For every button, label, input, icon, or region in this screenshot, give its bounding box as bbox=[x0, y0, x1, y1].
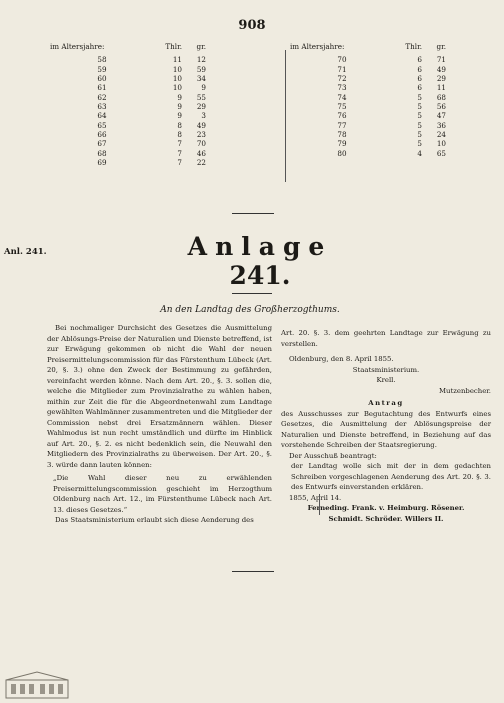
table-row bbox=[50, 102, 206, 111]
age-cell: 77 bbox=[337, 120, 347, 130]
age-cell: 61 bbox=[97, 83, 107, 93]
age-cell: 59 bbox=[97, 64, 107, 74]
divider-rule bbox=[232, 213, 274, 214]
title-number: 241. bbox=[229, 261, 291, 290]
age-cell: 73 bbox=[337, 83, 347, 93]
committee-names: Ferneding. Frank. v. Heimburg. Rösener. bbox=[307, 504, 465, 512]
header-thlr: Thlr. bbox=[165, 42, 182, 51]
table-row bbox=[50, 121, 206, 130]
age-cell: 75 bbox=[337, 102, 347, 112]
gr-cell: 36 bbox=[436, 120, 446, 130]
quotation: „Die Wahl dieser neu zu erwählenden Preisermittelungscommission geschieht im Herzogthum Oldenburg nach Art. 12., im Fürstenthume Lübeck nach Art. 13. dieses Gesetzes.“ bbox=[53, 474, 272, 514]
thlr-cell: 6 bbox=[417, 55, 422, 65]
resolution: der Landtag wolle sich mit der in dem gedachten Schreiben vorgeschlagenen Aenderung des Art. 20. §. 3. des Entwurfs einverstanden erklären. bbox=[291, 462, 491, 491]
age-cell: 64 bbox=[97, 111, 107, 121]
table-row bbox=[50, 111, 206, 120]
thlr-cell: 7 bbox=[177, 148, 182, 158]
age-cell: 69 bbox=[97, 158, 107, 168]
thlr-cell: 5 bbox=[417, 111, 422, 121]
table-row bbox=[50, 130, 206, 139]
thlr-cell: 5 bbox=[417, 120, 422, 130]
thlr-cell: 5 bbox=[417, 139, 422, 149]
thlr-cell: 10 bbox=[172, 64, 182, 74]
thlr-cell: 8 bbox=[177, 130, 182, 140]
thlr-cell: 9 bbox=[177, 111, 182, 121]
date-line: Oldenburg, den 8. April 1855. bbox=[289, 355, 394, 363]
table-row bbox=[290, 111, 446, 120]
table-header bbox=[50, 42, 206, 51]
gr-cell: 49 bbox=[196, 120, 206, 130]
gr-cell: 65 bbox=[436, 148, 446, 158]
divider-rule bbox=[232, 293, 272, 294]
gr-cell: 10 bbox=[436, 139, 446, 149]
table-row bbox=[290, 65, 446, 74]
table-header bbox=[290, 42, 446, 51]
age-cell: 65 bbox=[97, 120, 107, 130]
age-cell: 67 bbox=[97, 139, 107, 149]
gr-cell: 24 bbox=[436, 130, 446, 140]
gr-cell: 59 bbox=[196, 64, 206, 74]
table-row bbox=[50, 93, 206, 102]
table-row bbox=[290, 121, 446, 130]
gr-cell: 11 bbox=[436, 83, 446, 93]
age-cell: 62 bbox=[97, 92, 107, 102]
paragraph: Das Staatsministerium erlaubt sich diese Aenderung des bbox=[55, 516, 254, 524]
table-row bbox=[50, 139, 206, 148]
table-row bbox=[290, 139, 446, 148]
gr-cell: 49 bbox=[436, 64, 446, 74]
gr-cell: 3 bbox=[201, 111, 206, 121]
age-cell: 68 bbox=[97, 148, 107, 158]
antrag-title: Antrag bbox=[368, 399, 404, 407]
table-row bbox=[290, 149, 446, 158]
thlr-cell: 6 bbox=[417, 64, 422, 74]
thlr-cell: 9 bbox=[177, 92, 182, 102]
table-row bbox=[290, 55, 446, 64]
table-row bbox=[50, 158, 206, 167]
age-cell: 66 bbox=[97, 130, 107, 140]
age-cell: 63 bbox=[97, 102, 107, 112]
header-gr: gr. bbox=[436, 42, 446, 51]
committee-names: Schmidt. Schröder. Willers II. bbox=[328, 514, 444, 523]
gr-cell: 47 bbox=[436, 111, 446, 121]
gr-cell: 12 bbox=[196, 55, 206, 65]
table-row bbox=[290, 102, 446, 111]
gr-cell: 29 bbox=[436, 74, 446, 84]
page-number: 908 bbox=[238, 18, 266, 33]
table-row bbox=[50, 65, 206, 74]
table-row bbox=[290, 93, 446, 102]
age-cell: 78 bbox=[337, 130, 347, 140]
title-word: Anlage bbox=[187, 232, 333, 261]
page-title bbox=[150, 232, 370, 290]
thlr-cell: 7 bbox=[177, 158, 182, 168]
gr-cell: 46 bbox=[196, 148, 206, 158]
age-cell: 79 bbox=[337, 139, 347, 149]
annuity-table-right bbox=[290, 42, 446, 158]
signature: Mutzenbecher. bbox=[439, 386, 491, 395]
thlr-cell: 6 bbox=[417, 83, 422, 93]
header-age: im Altersjahre: bbox=[50, 42, 105, 51]
gr-cell: 68 bbox=[436, 92, 446, 102]
age-cell: 70 bbox=[337, 55, 347, 65]
ministry: Staatsministerium. bbox=[352, 365, 420, 374]
thlr-cell: 10 bbox=[172, 83, 182, 93]
beantragt-line: Der Ausschuß beantragt: bbox=[289, 451, 377, 460]
gr-cell: 29 bbox=[196, 102, 206, 112]
header-thlr: Thlr. bbox=[405, 42, 422, 51]
left-column bbox=[47, 323, 272, 526]
thlr-cell: 11 bbox=[172, 55, 182, 65]
table-row bbox=[50, 83, 206, 92]
gr-cell: 71 bbox=[436, 55, 446, 65]
date-line: 1855, April 14. bbox=[289, 493, 342, 502]
thlr-cell: 7 bbox=[177, 139, 182, 149]
age-cell: 72 bbox=[337, 74, 347, 84]
thlr-cell: 4 bbox=[417, 148, 422, 158]
subtitle: An den Landtag des Großherzogthums. bbox=[160, 305, 340, 315]
library-building-icon bbox=[4, 670, 70, 700]
gr-cell: 22 bbox=[196, 158, 206, 168]
table-row bbox=[50, 55, 206, 64]
age-cell: 74 bbox=[337, 92, 347, 102]
paragraph: Bei nochmaliger Durchsicht des Gesetzes die Ausmittelung der Ablösungs-Preise der Naturalien und Dienste betreffend, ist zur Erwägung gekommen ob nicht die Wahl der neuen Preisermittelungscommission für das Fürstenthum Lübeck (Art. 20, §. 3.) ohne den Zweck der Bestimmung zu gefährden, vereinfacht werden könne. Nach dem Art. 20., §. 3. sollen die, welche die Mitglieder zum Provinzialrathe zu wählen haben, mithin zur Zeit die für die Abgeordnetenwahl zum Landtage gewählten Wahlmänner zusammentreten und die Mitglieder der Commission nebst drei Ersatzmännern wählen. Dieser Wahlmodus ist nun recht umständlich und dürfte im Hinblick auf Art. 20., §. 2. es nicht bedenklich sein, die Neuwahl den Mitgliedern des Provinzialraths zu überweisen. Der Art. 20., §. 3. würde dann lauten können: bbox=[47, 324, 272, 469]
annuity-table-left bbox=[50, 42, 206, 167]
table-row bbox=[290, 83, 446, 92]
age-cell: 76 bbox=[337, 111, 347, 121]
thlr-cell: 5 bbox=[417, 102, 422, 112]
gr-cell: 34 bbox=[196, 74, 206, 84]
header-gr: gr. bbox=[196, 42, 206, 51]
age-cell: 58 bbox=[97, 55, 107, 65]
thlr-cell: 8 bbox=[177, 120, 182, 130]
antrag-text: des Ausschusses zur Begutachtung des Entwurfs eines Gesetzes, die Ausmittelung der Ablösungspreise der Naturalien und Dienste betreffend, in Beziehung auf das vorstehende Schreiben der Staatsregierung. bbox=[281, 409, 491, 449]
paragraph: Art. 20. §. 3. dem geehrten Landtage zur Erwägung zu verstellen. bbox=[281, 329, 491, 348]
thlr-cell: 10 bbox=[172, 74, 182, 84]
gr-cell: 56 bbox=[436, 102, 446, 112]
table-row bbox=[50, 74, 206, 83]
gr-cell: 23 bbox=[196, 130, 206, 140]
thlr-cell: 9 bbox=[177, 102, 182, 112]
bracket-mark bbox=[319, 494, 321, 515]
table-row bbox=[290, 130, 446, 139]
thlr-cell: 5 bbox=[417, 130, 422, 140]
table-divider bbox=[285, 50, 286, 182]
gr-cell: 9 bbox=[201, 83, 206, 93]
header-age: im Altersjahre: bbox=[290, 42, 345, 51]
age-cell: 80 bbox=[337, 148, 347, 158]
thlr-cell: 6 bbox=[417, 74, 422, 84]
thlr-cell: 5 bbox=[417, 92, 422, 102]
signature: Krell. bbox=[376, 376, 396, 384]
right-column bbox=[281, 328, 491, 524]
age-cell: 60 bbox=[97, 74, 107, 84]
gr-cell: 70 bbox=[196, 139, 206, 149]
divider-rule bbox=[232, 571, 274, 572]
table-row bbox=[50, 149, 206, 158]
table-row bbox=[290, 74, 446, 83]
gr-cell: 55 bbox=[196, 92, 206, 102]
age-cell: 71 bbox=[337, 64, 347, 74]
margin-note: Anl. 241. bbox=[4, 247, 47, 257]
